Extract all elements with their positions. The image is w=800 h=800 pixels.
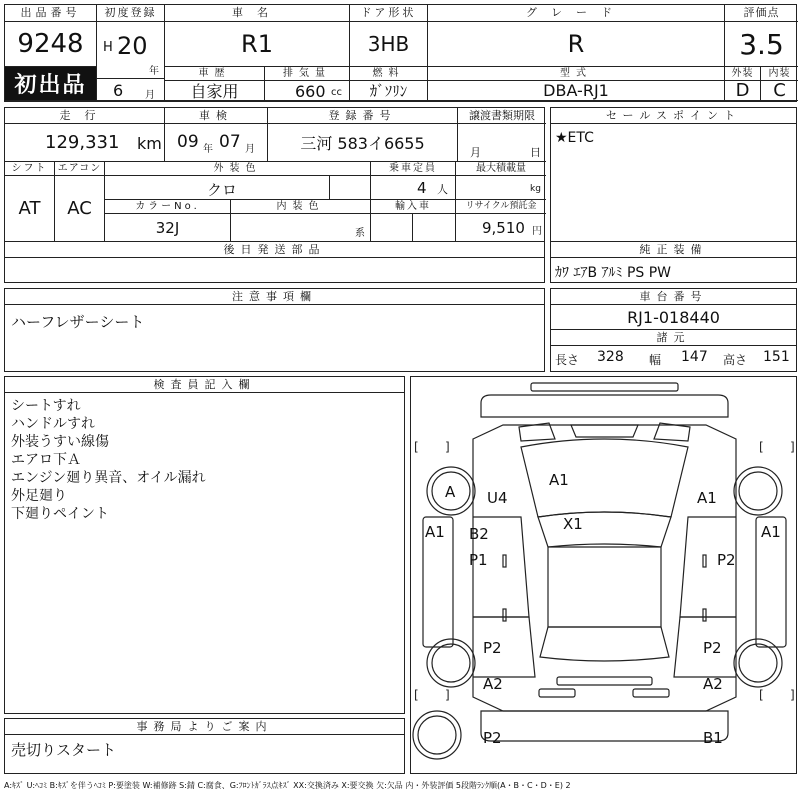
seats-value: 4 [417, 179, 427, 197]
document-deadline-label: 譲渡書類期限 [458, 108, 546, 124]
office-label: 事務局よりご案内 [5, 719, 404, 735]
first-reg-year: 20 [117, 32, 148, 60]
mark-x1: X1 [563, 515, 583, 533]
svg-text:]: ] [790, 440, 795, 454]
spec-label: 諸元 [551, 330, 796, 346]
load-cell [456, 176, 546, 200]
inspection-label: 車検 [165, 108, 268, 124]
mark-p1: P1 [469, 551, 488, 569]
color-cell [105, 176, 330, 200]
equipment-label: 純正装備 [551, 242, 796, 258]
parts-section [4, 241, 545, 283]
inspection-cell [165, 124, 268, 162]
inspector-label: 検査員記入欄 [5, 377, 404, 393]
header-section [4, 4, 797, 102]
first-reg-year-cell [97, 22, 165, 79]
interior-grade: C [761, 81, 798, 101]
grade-value: R [428, 22, 725, 67]
first-reg-label: 初度登録 [97, 5, 165, 22]
seats-unit: 人 [437, 183, 448, 196]
color-extra-cell [330, 176, 371, 200]
mark-u4: U4 [487, 489, 508, 507]
recycle-label: リサイクル預託金 [456, 200, 546, 214]
color-value: クロ [207, 181, 238, 199]
mark-a2-left: A2 [483, 675, 503, 693]
interior-color-label: 内装色 [231, 200, 371, 214]
caution-section [4, 288, 545, 372]
mark-b2: B2 [469, 525, 489, 543]
inspector-notes [11, 397, 206, 523]
office-section [4, 718, 405, 774]
inspection-month: 07 [219, 132, 241, 152]
mileage-unit: km [137, 134, 162, 153]
inspector-line: ハンドルすれ [11, 416, 95, 432]
load-label: 最大積載量 [456, 162, 546, 176]
height-label: 高さ [723, 353, 748, 367]
svg-text:]: ] [445, 688, 450, 702]
history-label: 車歴 [165, 67, 265, 81]
seats-cell [371, 176, 456, 200]
document-month: 月 [470, 146, 481, 159]
lot-label: 出品番号 [5, 5, 97, 22]
displacement-value: 660 [295, 82, 326, 101]
caution-text: ハーフレザーシート [11, 313, 145, 331]
inspection-year-unit: 年 [203, 144, 213, 155]
exterior-label: 外装 [725, 67, 761, 81]
ac-value: AC [55, 176, 105, 241]
ac-label: エアコン [55, 162, 105, 176]
load-unit: kg [530, 184, 541, 194]
month-unit: 月 [145, 90, 155, 101]
inspector-line: 下廻りペイント [11, 506, 109, 522]
seats-label: 乗車定員 [371, 162, 456, 176]
plate-number: 三河 583イ6655 [268, 124, 458, 162]
inspector-line: シートすれ [11, 398, 81, 414]
displacement-unit: cc [331, 87, 342, 98]
inspector-line: 外装うすい線傷 [11, 434, 109, 450]
sales-point-text: ★ETC [555, 130, 594, 146]
score-value: 3.5 [725, 22, 798, 67]
mileage-label: 走行 [5, 108, 165, 124]
svg-text:[: [ [759, 440, 764, 454]
mark-p2-right-door: P2 [717, 551, 736, 569]
first-listing-badge: 初出品 [5, 67, 97, 101]
fuel-label: 燃料 [350, 67, 428, 81]
mark-a1-left-side: A1 [425, 523, 445, 541]
length-value: 328 [597, 349, 624, 365]
mileage-cell [5, 124, 165, 162]
mark-b1-rear-bumper: B1 [703, 729, 723, 747]
interior-color-unit: 系 [355, 228, 365, 239]
width-value: 147 [681, 349, 708, 365]
mark-a1-hood: A1 [549, 471, 569, 489]
first-reg-month: 6 [113, 81, 124, 100]
recycle-cell [456, 214, 546, 241]
exterior-grade: D [725, 81, 761, 101]
displacement-cell [265, 81, 350, 101]
color-label: 外装色 [105, 162, 371, 176]
chassis-label: 車台番号 [551, 289, 796, 305]
chassis-number: RJ1-018440 [551, 305, 796, 330]
displacement-label: 排気量 [265, 67, 350, 81]
chassis-section [550, 288, 797, 372]
office-text: 売切りスタート [11, 741, 117, 759]
mileage-value: 129,331 [45, 132, 120, 153]
width-label: 幅 [649, 353, 662, 367]
shift-label: シフト [5, 162, 55, 176]
first-reg-month-cell [97, 79, 165, 101]
model-value: DBA-RJ1 [428, 81, 725, 101]
door-label: ドア形状 [350, 5, 428, 22]
lot-number: 9248 [5, 22, 97, 67]
height-value: 151 [763, 349, 790, 365]
document-deadline-cell [458, 124, 546, 162]
caution-label: 注意事項欄 [5, 289, 544, 305]
color-no-label: カラーNo. [105, 200, 231, 214]
inspector-line: エアロ下Ａ [11, 452, 81, 468]
import-cell-a [371, 214, 413, 241]
equipment-text: ｶﾜ ｴｱB ｱﾙﾐ PS PW [555, 265, 672, 281]
interior-label: 内装 [761, 67, 798, 81]
era-label: H [103, 40, 113, 55]
score-label: 評価点 [725, 5, 798, 22]
interior-color-cell [231, 214, 371, 241]
inspector-line: エンジン廻り異音、オイル漏れ [11, 470, 206, 486]
svg-text:[: [ [414, 440, 419, 454]
year-unit: 年 [149, 66, 159, 77]
svg-text:]: ] [790, 688, 795, 702]
inspection-year: 09 [177, 132, 199, 152]
recycle-unit: 円 [532, 226, 542, 237]
grade-label: グレード [428, 5, 725, 22]
color-no-value: 32J [105, 214, 231, 241]
damage-diagram [410, 376, 797, 774]
model-label: 型式 [428, 67, 725, 81]
car-diagram-svg [411, 377, 798, 775]
fuel-value: ｶﾞｿﾘﾝ [350, 81, 428, 101]
svg-text:[: [ [414, 688, 419, 702]
shift-value: AT [5, 176, 55, 241]
sales-point-section [550, 107, 797, 242]
mark-a1-right-front: A1 [697, 489, 717, 507]
sales-point-label: セールスポイント [551, 108, 796, 124]
car-name: R1 [165, 22, 350, 67]
name-label: 車名 [165, 5, 350, 22]
svg-text:]: ] [445, 440, 450, 454]
mark-a1-right-side: A1 [761, 523, 781, 541]
svg-text:[: [ [759, 688, 764, 702]
inspection-month-unit: 月 [245, 144, 255, 155]
door-type: 3HB [350, 22, 428, 67]
import-label: 輸入車 [371, 200, 456, 214]
mark-p2-left-rear: P2 [483, 639, 502, 657]
length-label: 長さ [555, 353, 580, 367]
equipment-section [550, 241, 797, 283]
history-value: 自家用 [165, 81, 265, 101]
plate-label: 登録番号 [268, 108, 458, 124]
inspector-line: 外足廻り [11, 488, 67, 504]
footer-legend: A:ｷｽﾞ U:ﾍｺﾐ B:ｷｽﾞを伴うﾍｺﾐ P:要塗装 W:補修跡 S:錆 C:腐食、G:ﾌﾛﾝﾄｶﾞﾗｽ点ｷｽﾞ XX:交換済み X:要交換 欠:欠品 内・外装評価 5段階ﾗﾝｸ順(A・B・C・D・E) 2 [4, 781, 571, 790]
inspector-section [4, 376, 405, 714]
mark-p2-right-rear: P2 [703, 639, 722, 657]
mark-a-front-left-tire: A [445, 483, 456, 501]
import-cell-b [413, 214, 456, 241]
spec-values [551, 346, 796, 371]
vehicle-details-section [4, 107, 545, 242]
mark-a2-right: A2 [703, 675, 723, 693]
parts-label: 後日発送部品 [5, 242, 544, 258]
recycle-value: 9,510 [482, 219, 525, 237]
document-day: 日 [530, 146, 541, 159]
mark-p2-rear-bumper: P2 [483, 729, 502, 747]
